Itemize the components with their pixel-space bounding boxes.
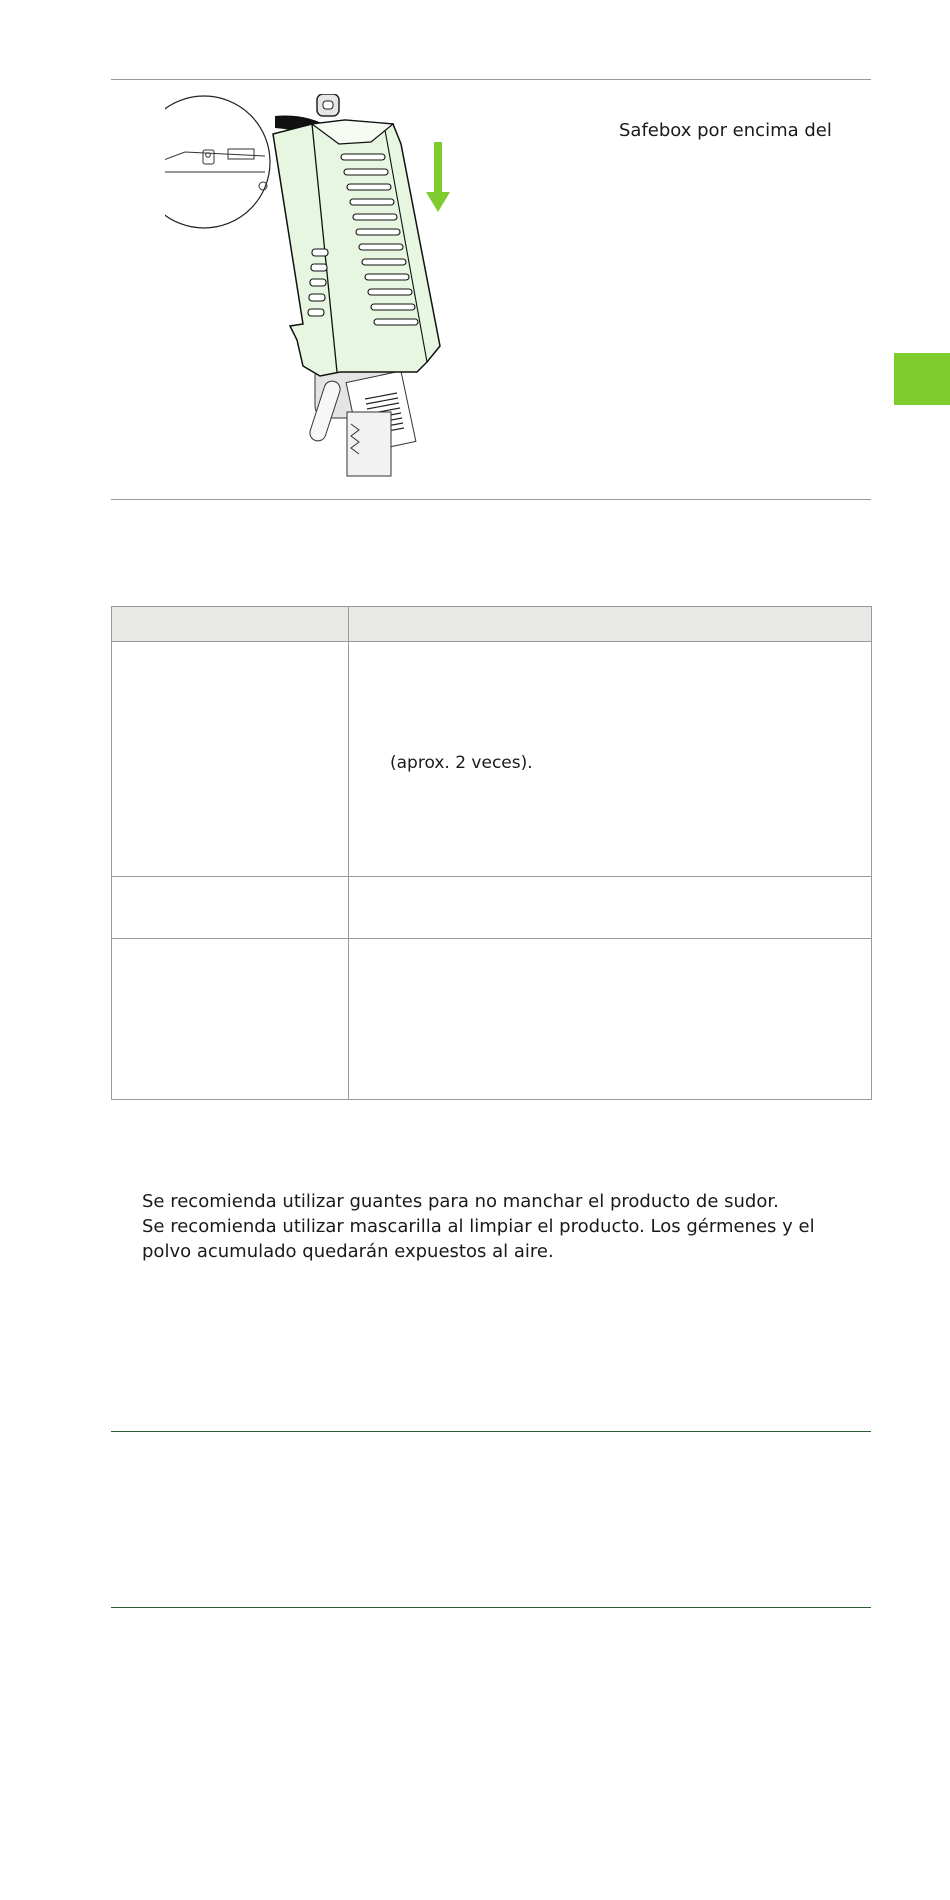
table-cell bbox=[349, 642, 872, 877]
arrow-down-icon bbox=[426, 142, 450, 212]
section-divider bbox=[111, 1431, 871, 1432]
table-row bbox=[112, 642, 872, 877]
step-instruction: Safebox por encima del bbox=[619, 120, 832, 141]
section-side-tab bbox=[894, 353, 950, 405]
table-cell bbox=[112, 877, 349, 939]
maintenance-table bbox=[111, 606, 872, 1100]
safebox-cover bbox=[273, 94, 440, 376]
table-cell bbox=[349, 939, 872, 1100]
table-cell bbox=[112, 642, 349, 877]
table-cell-text: (aprox. 2 veces). bbox=[390, 753, 533, 773]
safety-notes bbox=[142, 1189, 862, 1264]
table-header-cell bbox=[349, 607, 872, 642]
note-mask: Se recomienda utilizar mascarilla al limpiar el producto. Los gérmenes y el polvo acumulado quedarán expuestos al aire. bbox=[142, 1216, 815, 1262]
top-divider bbox=[111, 79, 871, 80]
figure-bottom-divider bbox=[111, 499, 871, 500]
device-cover-illustration bbox=[165, 94, 535, 486]
table-row bbox=[112, 939, 872, 1100]
note-gloves: Se recomienda utilizar guantes para no manchar el producto de sudor. bbox=[142, 1191, 779, 1212]
device-body bbox=[308, 364, 416, 476]
table-cell bbox=[349, 877, 872, 939]
table-header-row bbox=[112, 607, 872, 642]
table-row bbox=[112, 877, 872, 939]
section-divider bbox=[111, 1607, 871, 1608]
table-header-cell bbox=[112, 607, 349, 642]
table-cell bbox=[112, 939, 349, 1100]
